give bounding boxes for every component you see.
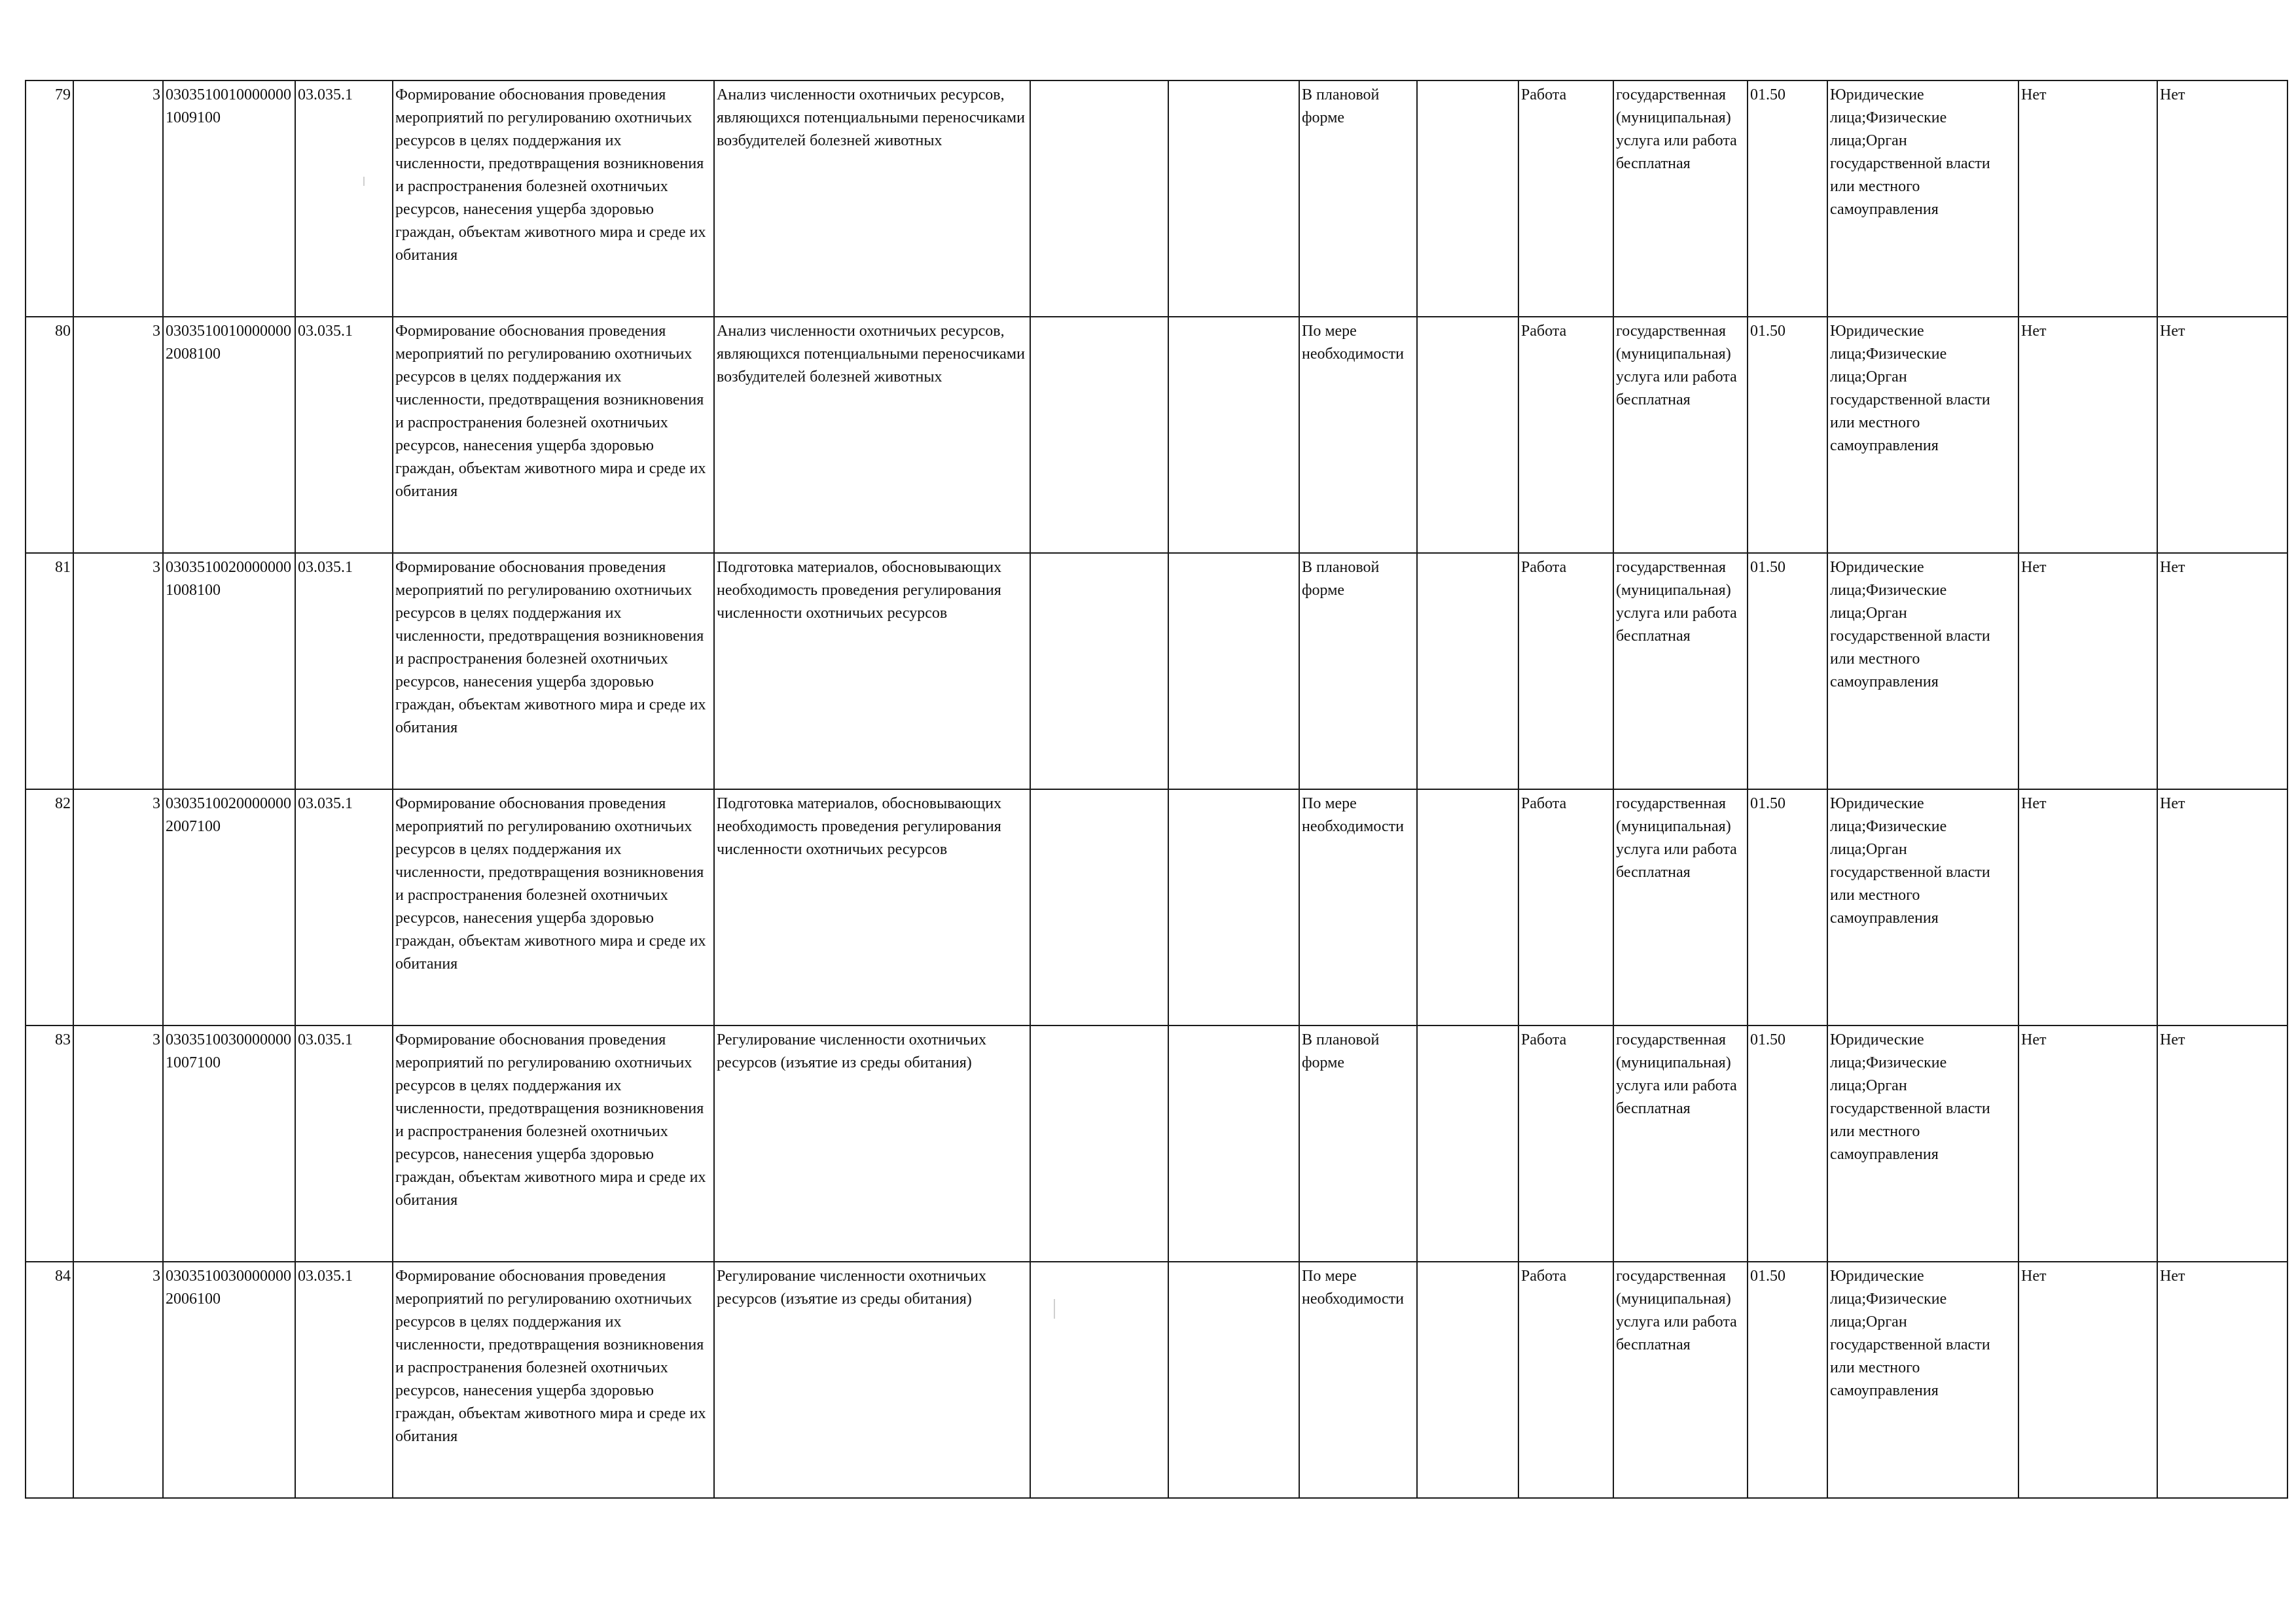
row-number: 81: [26, 553, 73, 789]
flag-cell: Нет: [2018, 1026, 2157, 1262]
okved2-code: 01.50: [1748, 789, 1827, 1026]
row-level: 3: [73, 1262, 163, 1498]
table-row: [26, 80, 2287, 317]
okved-code: 03.035.1: [295, 1026, 393, 1262]
table-row: [26, 1262, 2287, 1498]
service-type: Работа: [1518, 553, 1613, 789]
empty-cell: [1030, 553, 1168, 789]
empty-cell: [1417, 1262, 1518, 1498]
provision-form: По мере необходимости: [1299, 317, 1417, 553]
empty-cell: [1030, 1262, 1168, 1498]
empty-cell: [1168, 317, 1299, 553]
work-content: Формирование обоснования проведения мероприятий по регулированию охотничьих ресурсов в целях поддержания их численности, предотвращения возникновения и распространения болезней охотничьих ресурсов, нанесения ущерба здоровью граждан, объектам животного мира и среде их обитания: [393, 80, 714, 317]
empty-cell: [1417, 789, 1518, 1026]
row-number: 83: [26, 1026, 73, 1262]
row-level: 3: [73, 789, 163, 1026]
row-number: 84: [26, 1262, 73, 1498]
payment-basis: государственная (муниципальная) услуга или работа бесплатная: [1613, 80, 1748, 317]
registry-code: 03035100100000002008100: [163, 317, 295, 553]
flag-cell: Нет: [2018, 80, 2157, 317]
okved-code: 03.035.1: [295, 80, 393, 317]
okved2-code: 01.50: [1748, 553, 1827, 789]
empty-cell: [1168, 1262, 1299, 1498]
registry-code: 03035100100000001009100: [163, 80, 295, 317]
empty-cell: [1417, 1026, 1518, 1262]
provision-form: В плановой форме: [1299, 1026, 1417, 1262]
row-number: 79: [26, 80, 73, 317]
registry-code: 03035100200000002007100: [163, 789, 295, 1026]
flag-cell: Нет: [2018, 317, 2157, 553]
row-level: 3: [73, 1026, 163, 1262]
consumer-categories: Юридические лица;Физические лица;Орган государственной власти или местного самоуправления: [1827, 1262, 2018, 1498]
table-row: [26, 1026, 2287, 1262]
row-level: 3: [73, 553, 163, 789]
consumer-categories: Юридические лица;Физические лица;Орган государственной власти или местного самоуправления: [1827, 317, 2018, 553]
empty-cell: [1030, 789, 1168, 1026]
payment-basis: государственная (муниципальная) услуга или работа бесплатная: [1613, 553, 1748, 789]
flag-cell: Нет: [2157, 1262, 2287, 1498]
consumer-categories: Юридические лица;Физические лица;Орган государственной власти или местного самоуправления: [1827, 789, 2018, 1026]
okved2-code: 01.50: [1748, 1262, 1827, 1498]
service-type: Работа: [1518, 1262, 1613, 1498]
flag-cell: Нет: [2018, 553, 2157, 789]
work-content: Формирование обоснования проведения мероприятий по регулированию охотничьих ресурсов в целях поддержания их численности, предотвращения возникновения и распространения болезней охотничьих ресурсов, нанесения ущерба здоровью граждан, объектам животного мира и среде их обитания: [393, 1026, 714, 1262]
service-type: Работа: [1518, 789, 1613, 1026]
flag-cell: Нет: [2018, 1262, 2157, 1498]
empty-cell: [1168, 789, 1299, 1026]
row-number: 80: [26, 317, 73, 553]
flag-cell: Нет: [2157, 317, 2287, 553]
work-content: Формирование обоснования проведения мероприятий по регулированию охотничьих ресурсов в целях поддержания их численности, предотвращения возникновения и распространения болезней охотничьих ресурсов, нанесения ущерба здоровью граждан, объектам животного мира и среде их обитания: [393, 789, 714, 1026]
provision-form: По мере необходимости: [1299, 789, 1417, 1026]
provision-form: В плановой форме: [1299, 80, 1417, 317]
okved2-code: 01.50: [1748, 1026, 1827, 1262]
service-type: Работа: [1518, 317, 1613, 553]
okved2-code: 01.50: [1748, 317, 1827, 553]
table-row: [26, 553, 2287, 789]
work-content: Формирование обоснования проведения мероприятий по регулированию охотничьих ресурсов в целях поддержания их численности, предотвращения возникновения и распространения болезней охотничьих ресурсов, нанесения ущерба здоровью граждан, объектам животного мира и среде их обитания: [393, 317, 714, 553]
flag-cell: Нет: [2157, 80, 2287, 317]
work-content: Формирование обоснования проведения мероприятий по регулированию охотничьих ресурсов в целях поддержания их численности, предотвращения возникновения и распространения болезней охотничьих ресурсов, нанесения ущерба здоровью граждан, объектам животного мира и среде их обитания: [393, 553, 714, 789]
service-description: Подготовка материалов, обосновывающих необходимость проведения регулирования численности охотничьих ресурсов: [714, 553, 1030, 789]
provision-form: В плановой форме: [1299, 553, 1417, 789]
okved2-code: 01.50: [1748, 80, 1827, 317]
row-level: 3: [73, 80, 163, 317]
flag-cell: Нет: [2157, 789, 2287, 1026]
empty-cell: [1168, 553, 1299, 789]
registry-code: 03035100300000001007100: [163, 1026, 295, 1262]
consumer-categories: Юридические лица;Физические лица;Орган государственной власти или местного самоуправления: [1827, 1026, 2018, 1262]
service-type: Работа: [1518, 80, 1613, 317]
consumer-categories: Юридические лица;Физические лица;Орган государственной власти или местного самоуправления: [1827, 553, 2018, 789]
empty-cell: [1417, 553, 1518, 789]
payment-basis: государственная (муниципальная) услуга или работа бесплатная: [1613, 1026, 1748, 1262]
empty-cell: [1168, 80, 1299, 317]
okved-code: 03.035.1: [295, 553, 393, 789]
registry-code: 03035100200000001008100: [163, 553, 295, 789]
table-row: [26, 789, 2287, 1026]
okved-code: 03.035.1: [295, 1262, 393, 1498]
payment-basis: государственная (муниципальная) услуга или работа бесплатная: [1613, 1262, 1748, 1498]
service-description: Анализ численности охотничьих ресурсов, являющихся потенциальными переносчиками возбудителей болезней животных: [714, 80, 1030, 317]
work-content: Формирование обоснования проведения мероприятий по регулированию охотничьих ресурсов в целях поддержания их численности, предотвращения возникновения и распространения болезней охотничьих ресурсов, нанесения ущерба здоровью граждан, объектам животного мира и среде их обитания: [393, 1262, 714, 1498]
row-number: 82: [26, 789, 73, 1026]
empty-cell: [1417, 317, 1518, 553]
service-description: Регулирование численности охотничьих ресурсов (изъятие из среды обитания): [714, 1026, 1030, 1262]
empty-cell: [1168, 1026, 1299, 1262]
row-level: 3: [73, 317, 163, 553]
okved-code: 03.035.1: [295, 789, 393, 1026]
payment-basis: государственная (муниципальная) услуга или работа бесплатная: [1613, 317, 1748, 553]
consumer-categories: Юридические лица;Физические лица;Орган государственной власти или местного самоуправления: [1827, 80, 2018, 317]
empty-cell: [1030, 80, 1168, 317]
service-description: Подготовка материалов, обосновывающих необходимость проведения регулирования численности охотничьих ресурсов: [714, 789, 1030, 1026]
registry-code: 03035100300000002006100: [163, 1262, 295, 1498]
empty-cell: [1417, 80, 1518, 317]
empty-cell: [1030, 1026, 1168, 1262]
table-row: [26, 317, 2287, 553]
service-type: Работа: [1518, 1026, 1613, 1262]
flag-cell: Нет: [2157, 1026, 2287, 1262]
services-register-table: [25, 80, 2288, 1499]
provision-form: По мере необходимости: [1299, 1262, 1417, 1498]
service-description: Регулирование численности охотничьих ресурсов (изъятие из среды обитания): [714, 1262, 1030, 1498]
payment-basis: государственная (муниципальная) услуга или работа бесплатная: [1613, 789, 1748, 1026]
flag-cell: Нет: [2157, 553, 2287, 789]
okved-code: 03.035.1: [295, 317, 393, 553]
service-description: Анализ численности охотничьих ресурсов, являющихся потенциальными переносчиками возбудителей болезней животных: [714, 317, 1030, 553]
empty-cell: [1030, 317, 1168, 553]
flag-cell: Нет: [2018, 789, 2157, 1026]
